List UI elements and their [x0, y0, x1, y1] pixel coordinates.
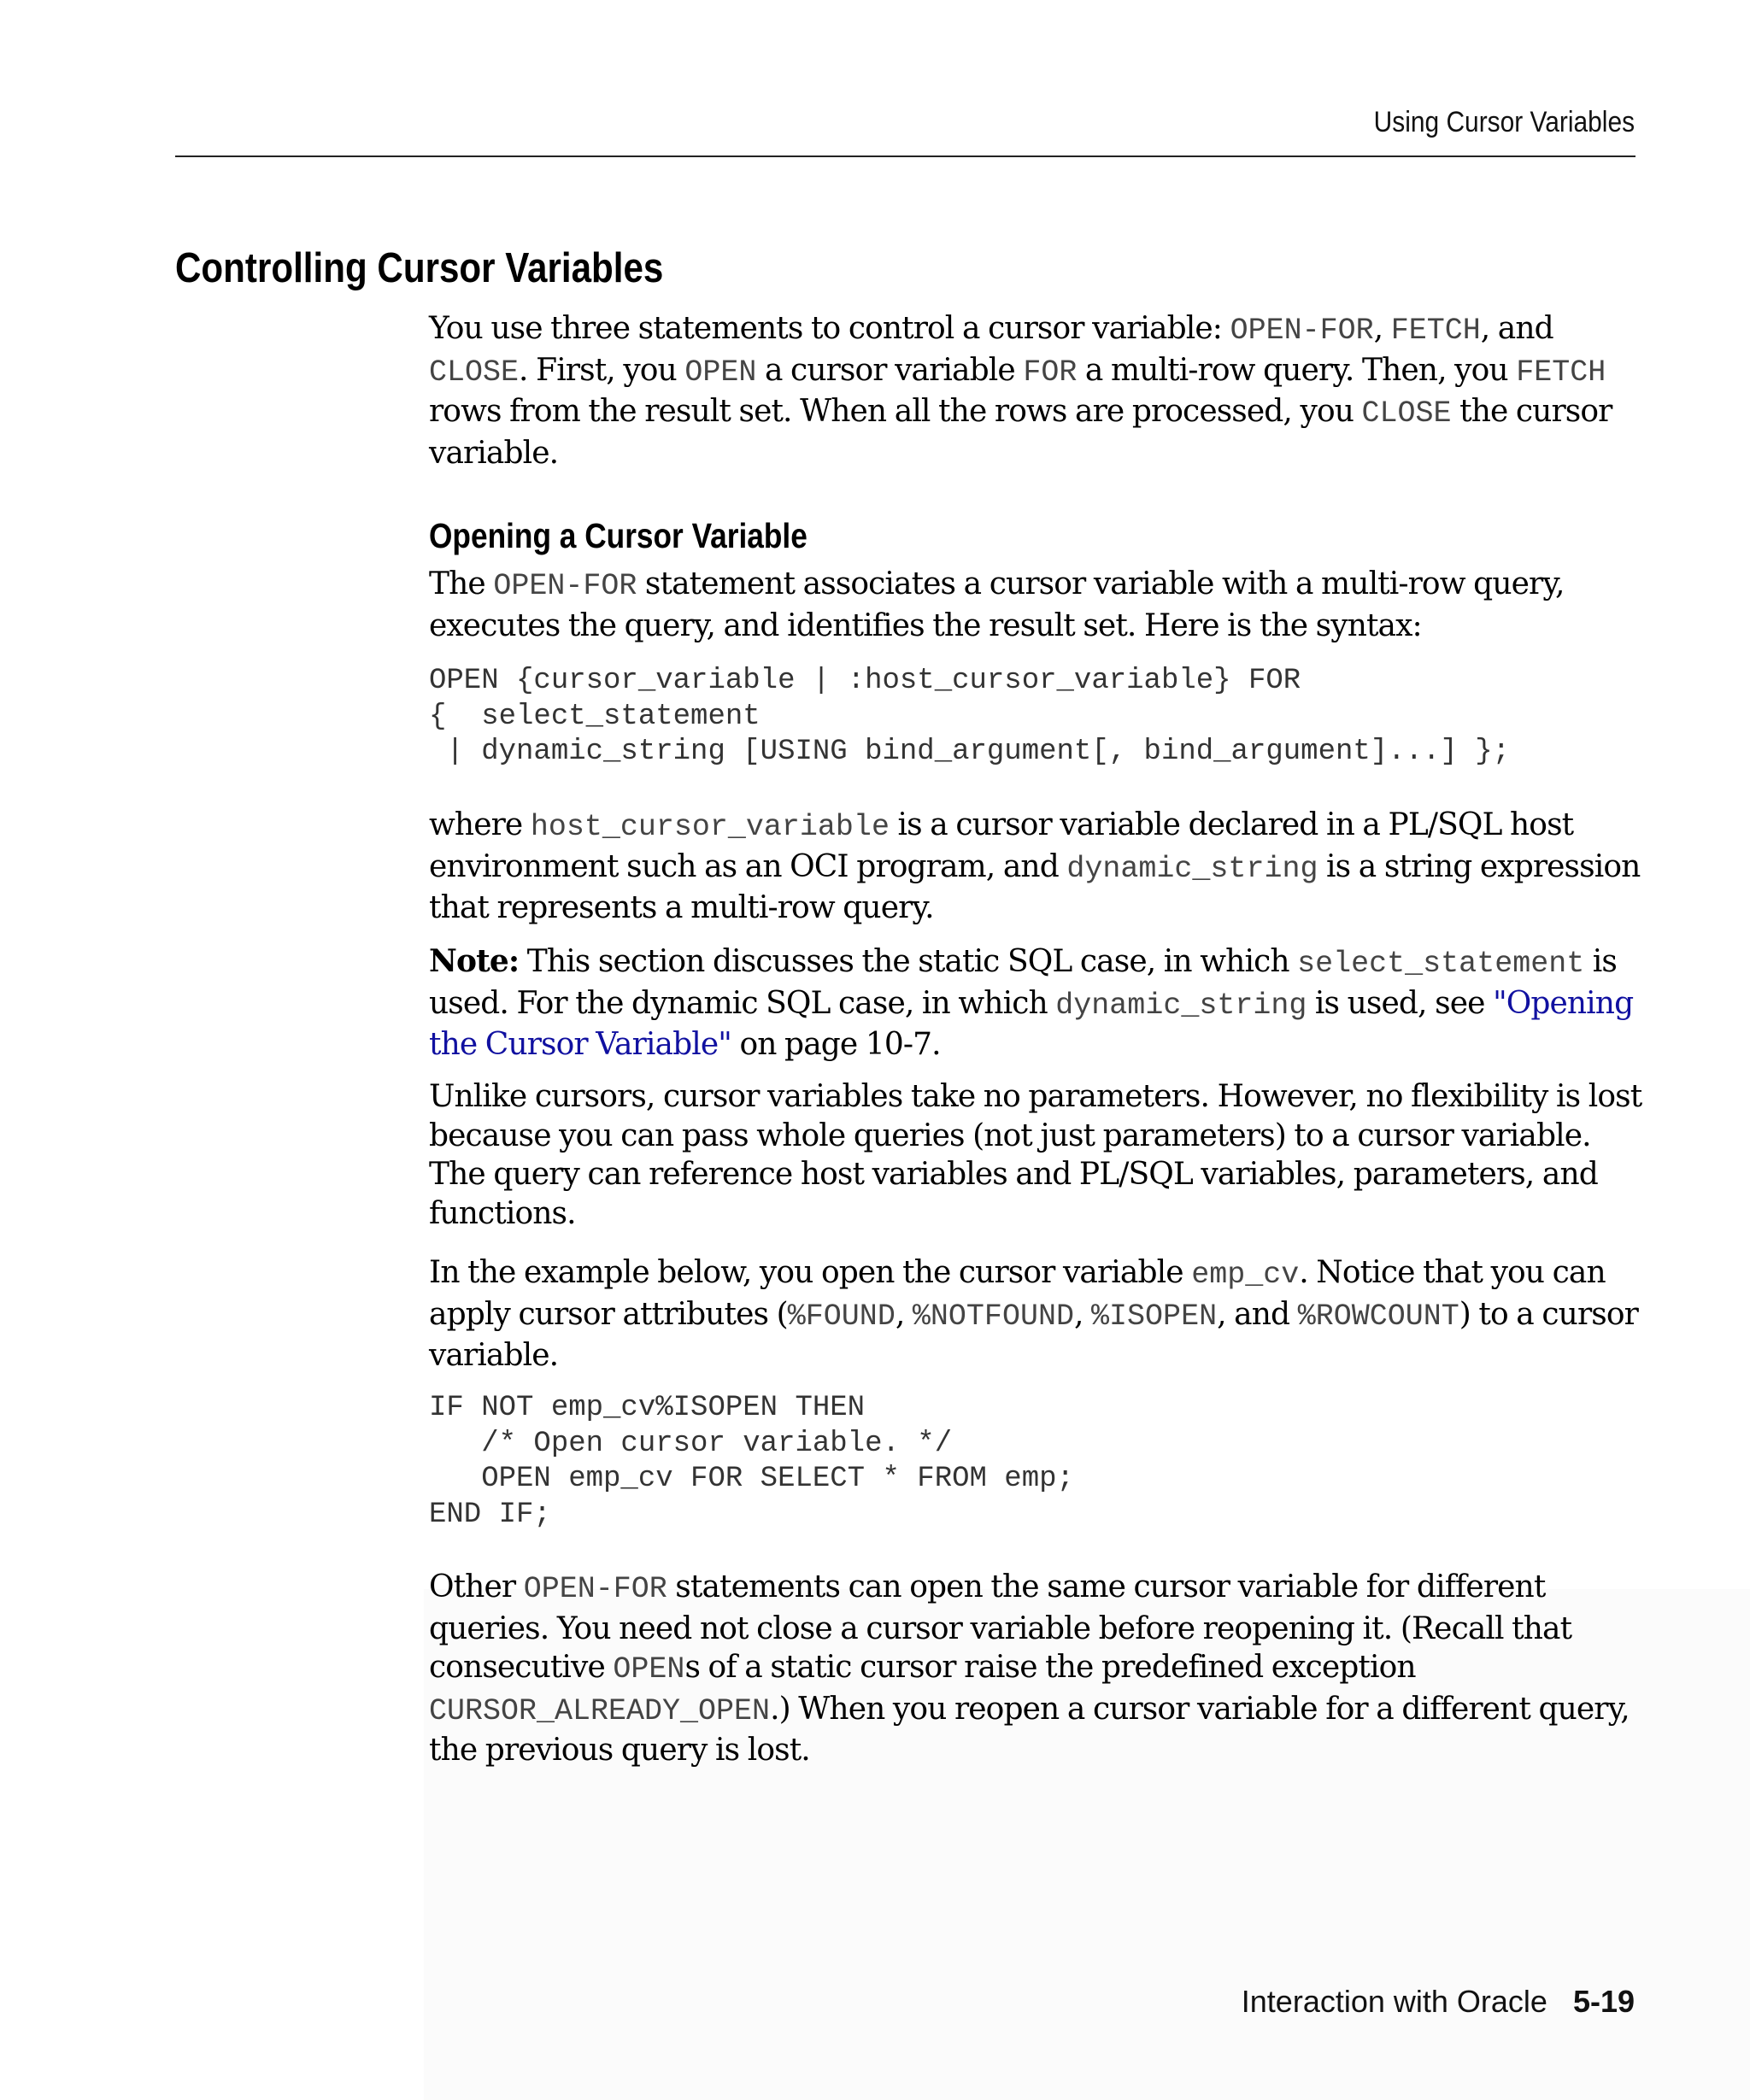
note-label: Note: — [429, 943, 520, 979]
parameters-paragraph: Unlike cursors, cursor variables take no parameters. However, no flexibility is lost because you can pass whole queries (not just parameters) to a cursor variable. The query can reference host variables and PL/SQL variables, parameters, and functions. — [429, 1079, 1642, 1231]
open-for-paragraph: The OPEN-FOR statement associates a cursor variable with a multi-row query, executes the query, and identifies the result set. Here is the syntax: — [429, 566, 1565, 643]
example-intro-paragraph: In the example below, you open the cursor variable emp_cv. Notice that you can apply cursor attributes (%FOUND, %NOTFOUND, %ISOPEN, and %ROWCOUNT) to a cursor variable. — [429, 1255, 1638, 1373]
running-header: Using Cursor Variables — [1373, 106, 1635, 138]
note-paragraph: Note: This section discusses the static SQL case, in which select_statement is used. For the dynamic SQL case, in which dynamic_string is used, see "Opening the Cursor Variable" on page 10-7. — [429, 943, 1634, 1062]
where-paragraph: where host_cursor_variable is a cursor variable declared in a PL/SQL host environment such as an OCI program, and dynamic_string is a string expression that represents a multi-row query. — [429, 807, 1641, 925]
section-title: Controlling Cursor Variables — [175, 245, 664, 291]
example-code-block: IF NOT emp_cv%ISOPEN THEN /* Open cursor variable. */ OPEN emp_cv FOR SELECT * FROM emp; END IF; — [429, 1392, 1074, 1531]
syntax-code-block: OPEN {cursor_variable | :host_cursor_variable} FOR { select_statement | dynamic_string [USING bind_argument[, bind_argument]...] }; — [429, 665, 1511, 768]
cross-reference-link[interactable]: "Opening the Cursor Variable" — [429, 985, 1634, 1062]
subsection-title: Opening a Cursor Variable — [429, 516, 807, 555]
page-footer — [1242, 1984, 1635, 2020]
footer-chapter: Interaction with Oracle — [1241, 1984, 1547, 2019]
page-number: 5-19 — [1572, 1984, 1635, 2019]
header-rule — [175, 155, 1635, 157]
reopen-paragraph: Other OPEN-FOR statements can open the same cursor variable for different queries. You need not close a cursor variable before reopening it. (Recall that consecutive OPENs of a static cursor raise the predefined exception CURSOR_ALREADY_OPEN.) When you reopen a cursor variable for a different query, the previous query is lost. — [429, 1569, 1630, 1768]
intro-paragraph: You use three statements to control a cursor variable: OPEN-FOR, FETCH, and CLOSE. First, you OPEN a cursor variable FOR a multi-row query. Then, you FETCH rows from the result set. When all the rows are processed, you CLOSE the cursor variable. — [429, 311, 1612, 471]
